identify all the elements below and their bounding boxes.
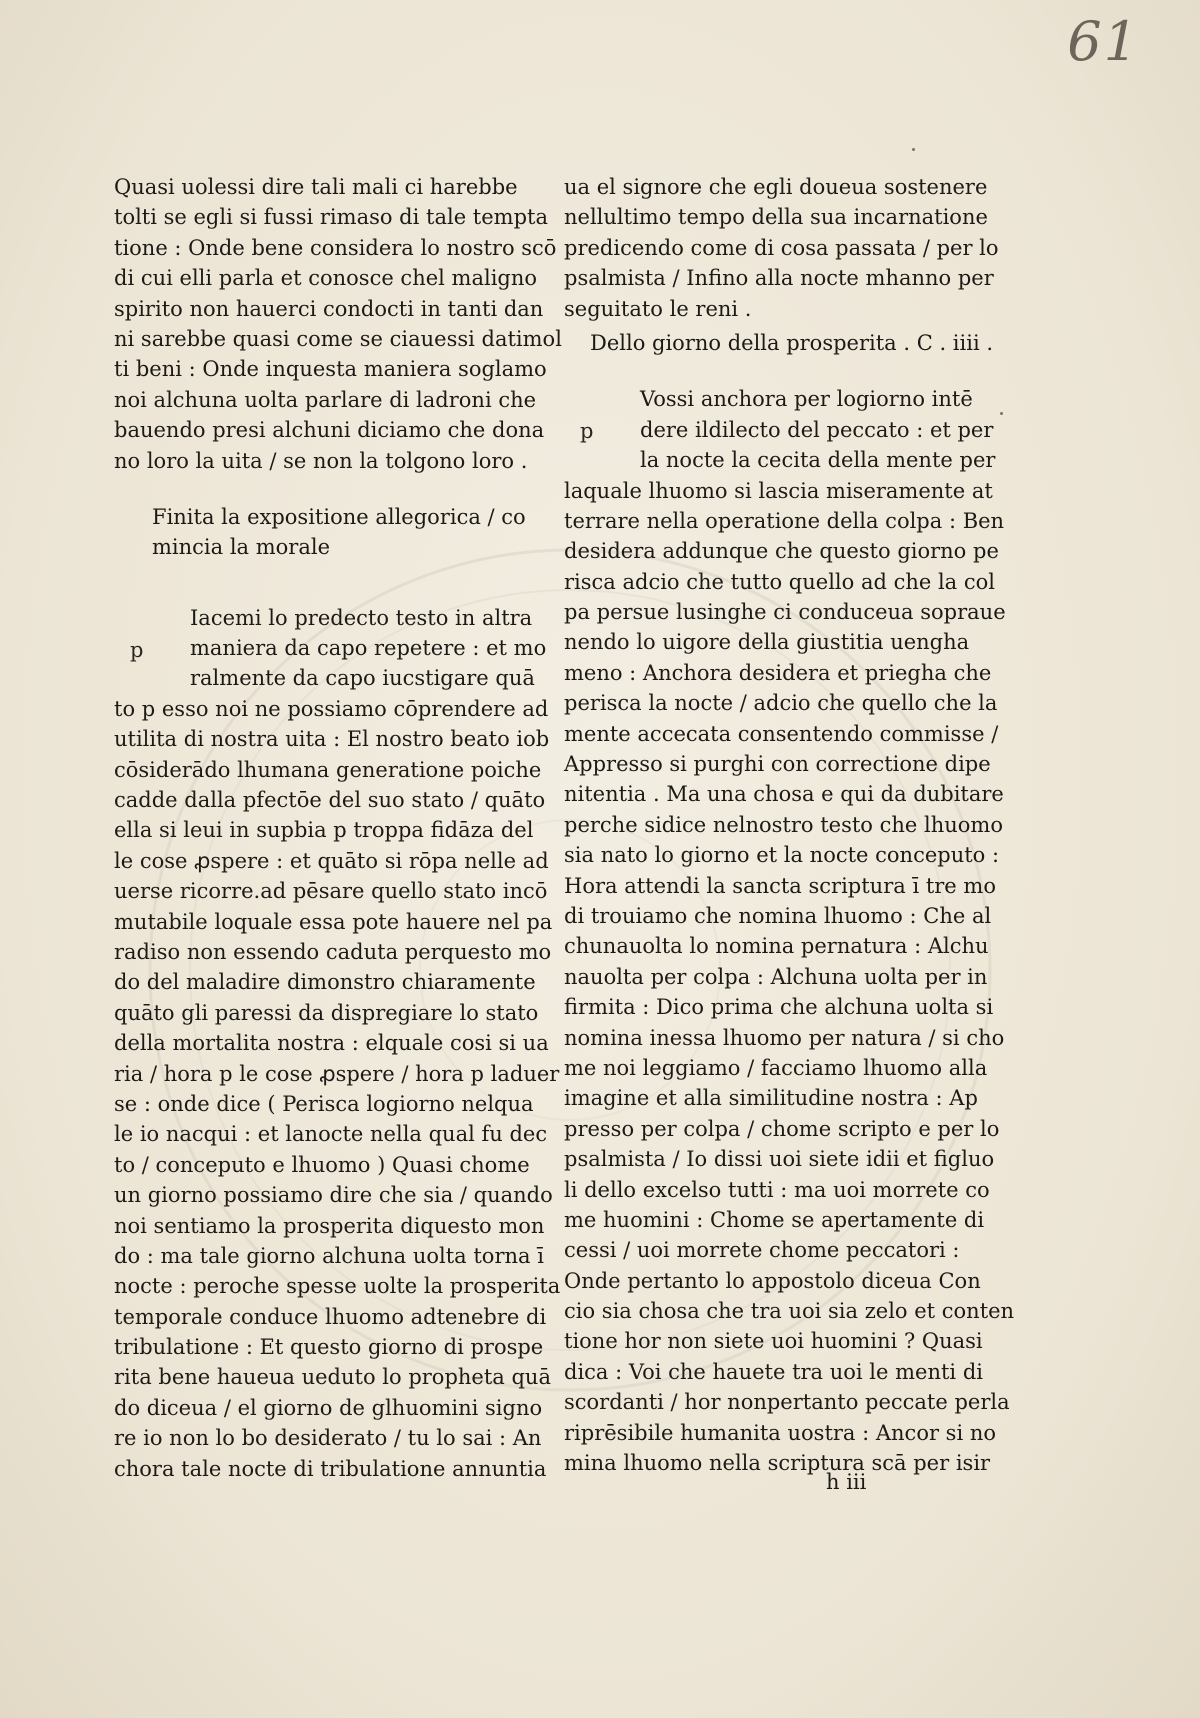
- heading-line: Finita la expositione allegorica / co: [152, 504, 526, 529]
- text-line: do : ma tale giorno alchuna uolta torna ī: [114, 1243, 544, 1268]
- text-line: perche sidice nelnostro testo che lhuomo: [564, 812, 1003, 837]
- left-paragraph-2: [114, 694, 561, 1484]
- text-line: ria / hora p le cose ꝓspere / hora p laduer: [114, 1061, 560, 1086]
- text-line: pa persue lusinghe ci conduceua sopraue: [564, 600, 1006, 625]
- text-line: psalmista / Infino alla nocte mhanno per: [564, 266, 994, 291]
- text-line: noi sentiamo la prosperita diquesto mon: [114, 1213, 545, 1238]
- text-line: Iacemi lo predecto testo in altra: [190, 605, 533, 630]
- text-line: mutabile loquale essa pote hauere nel pa: [114, 909, 553, 934]
- text-line: laquale lhuomo si lascia miseramente at: [564, 478, 993, 503]
- text-line: cio sia chosa che tra uoi sia zelo et conten: [564, 1299, 1015, 1324]
- text-line: imagine et alla similitudine nostra : Ap: [564, 1086, 978, 1111]
- text-line: firmita : Dico prima che alchuna uolta si: [564, 995, 994, 1020]
- text-line: tione : Onde bene considera lo nostro scō: [114, 235, 557, 260]
- text-line: nitentia . Ma una chosa e qui da dubitare: [564, 782, 1004, 807]
- text-line: mina lhuomo nella scriptura scā per isir: [564, 1451, 991, 1476]
- right-paragraph-2: [564, 476, 1015, 1479]
- text-line: la nocte la cecita della mente per: [640, 448, 996, 473]
- text-line: Hora attendi la sancta scriptura ī tre mo: [564, 873, 996, 898]
- ink-speck: [912, 148, 915, 151]
- text-line: presso per colpa / chome scripto e per lo: [564, 1116, 1000, 1141]
- text-line: tione hor non siete uoi huomini ? Quasi: [564, 1329, 983, 1354]
- text-line: no loro la uita / se non la tolgono loro .: [114, 448, 528, 473]
- text-line: tolti se egli si fussi rimaso di tale tempta: [114, 205, 548, 230]
- left-paragraph-2-opening: [114, 603, 547, 694]
- text-line: re io non lo bo desiderato / tu lo sai : An: [114, 1426, 542, 1451]
- text-line: cadde dalla pfectōe del suo stato / quāto: [114, 788, 546, 813]
- chapter-heading: Dello giorno della prosperita . C . iiii .: [590, 330, 994, 355]
- heading-line: mincia la morale: [152, 535, 330, 560]
- text-line: Appresso si purghi con correctione dipe: [564, 752, 991, 777]
- right-paragraph-1: [564, 172, 999, 324]
- text-line: maniera da capo repetere : et mo: [190, 636, 547, 661]
- text-line: dica : Voi che hauete tra uoi le menti di: [564, 1359, 983, 1384]
- text-line: cōsiderādo lhumana generatione poiche: [114, 757, 542, 782]
- right-column: [564, 172, 1015, 1478]
- text-line: risca adcio che tutto quello ad che la col: [564, 569, 996, 594]
- text-line: nellultimo tempo della sua incarnatione: [564, 205, 988, 230]
- text-line: perisca la nocte / adcio che quello che la: [564, 691, 998, 716]
- text-line: uerse ricorre.ad pēsare quello stato incō: [114, 879, 548, 904]
- text-line: to / conceputo e lhuomo ) Quasi chome: [114, 1152, 530, 1177]
- text-line: nocte : peroche spesse uolte la prosperita: [114, 1274, 561, 1299]
- text-line: noi alchuna uolta parlare di ladroni che: [114, 387, 537, 412]
- text-line: mente accecata consentendo commisse /: [564, 721, 999, 746]
- text-line: cessi / uoi morrete chome peccatori :: [564, 1238, 960, 1263]
- text-line: to p esso noi ne possiamo cōprendere ad: [114, 696, 549, 721]
- text-line: nendo lo uigore della giustitia uengha: [564, 630, 970, 655]
- text-line: le cose ꝓspere : et quāto si rōpa nelle ad: [114, 848, 549, 873]
- text-line: ua el signore che egli doueua sostenere: [564, 175, 988, 199]
- right-paragraph-2-opening: [564, 384, 996, 475]
- signature-mark: h iii: [826, 1470, 867, 1494]
- text-line: sia nato lo giorno et la nocte conceputo :: [564, 843, 1000, 868]
- text-line: me noi leggiamo / facciamo lhuomo alla: [564, 1055, 988, 1080]
- text-line: Quasi uolessi dire tali mali ci harebbe: [114, 175, 518, 199]
- text-line: della mortalita nostra : elquale cosi si ua: [114, 1031, 549, 1056]
- text-line: dere ildilecto del peccato : et per: [640, 417, 994, 442]
- text-line: ella si leui in supbia p troppa fidāza del: [114, 818, 534, 843]
- text-line: Vossi anchora per logiorno intē: [640, 387, 973, 412]
- text-line: chora tale nocte di tribulatione annuntia: [114, 1456, 547, 1481]
- text-line: temporale conduce lhuomo adtenebre di: [114, 1304, 547, 1329]
- folio-number: 61: [1067, 10, 1140, 73]
- left-paragraph-1: [114, 172, 562, 476]
- text-line: un giorno possiamo dire che sia / quando: [114, 1183, 553, 1208]
- text-line: desidera addunque che questo giorno pe: [564, 539, 999, 564]
- text-line: me huomini : Chome se apertamente di: [564, 1207, 985, 1232]
- text-line: tribulatione : Et questo giorno di prospe: [114, 1335, 544, 1360]
- text-line: li dello excelso tutti : ma uoi morrete co: [564, 1177, 990, 1202]
- text-line: seguitato le reni .: [564, 296, 752, 321]
- left-column: [114, 172, 562, 1484]
- text-line: ralmente da capo iucstigare quā: [190, 666, 535, 691]
- text-line: nomina inessa lhuomo per natura / si cho: [564, 1025, 1005, 1050]
- text-line: spirito non hauerci condocti in tanti dan: [114, 296, 544, 321]
- text-line: terrare nella operatione della colpa : Ben: [564, 508, 1005, 533]
- text-line: riprēsibile humanita uostra : Ancor si no: [564, 1420, 997, 1445]
- text-line: utilita di nostra uita : El nostro beato iob: [114, 727, 550, 752]
- text-line: nauolta per colpa : Alchuna uolta per in: [564, 964, 988, 989]
- guide-letter: p: [580, 419, 594, 444]
- text-line: bauendo presi alchuni diciamo che dona: [114, 418, 545, 443]
- text-line: di cui elli parla et conosce chel maligno: [114, 266, 538, 291]
- text-line: le io nacqui : et lanocte nella qual fu dec: [114, 1122, 548, 1147]
- text-line: predicendo come di cosa passata / per lo: [564, 235, 999, 260]
- text-line: ti beni : Onde inquesta maniera soglamo: [114, 357, 547, 382]
- text-line: psalmista / Io dissi uoi siete idii et figluo: [564, 1147, 995, 1172]
- section-heading-left: [114, 502, 526, 563]
- text-line: radiso non essendo caduta perquesto mo: [114, 939, 552, 964]
- text-line: rita bene haueua ueduto lo propheta quā: [114, 1365, 551, 1390]
- text-line: di trouiamo che nomina lhuomo : Che al: [564, 903, 992, 928]
- text-line: Onde pertanto lo appostolo diceua Con: [564, 1268, 981, 1293]
- guide-letter: p: [130, 637, 144, 662]
- text-line: chunauolta lo nomina pernatura : Alchu: [564, 934, 989, 959]
- text-line: meno : Anchora desidera et priegha che: [564, 660, 992, 685]
- ink-speck: [1000, 412, 1003, 415]
- text-line: quāto gli paressi da dispregiare lo stato: [114, 1000, 539, 1025]
- text-line: scordanti / hor nonpertanto peccate perla: [564, 1390, 1010, 1415]
- text-line: se : onde dice ( Perisca logiorno nelqua: [114, 1091, 534, 1116]
- text-line: do diceua / el giorno de glhuomini signo: [114, 1395, 543, 1420]
- text-line: do del maladire dimonstro chiaramente: [114, 970, 536, 995]
- text-line: ni sarebbe quasi come se ciauessi datimol: [114, 326, 562, 351]
